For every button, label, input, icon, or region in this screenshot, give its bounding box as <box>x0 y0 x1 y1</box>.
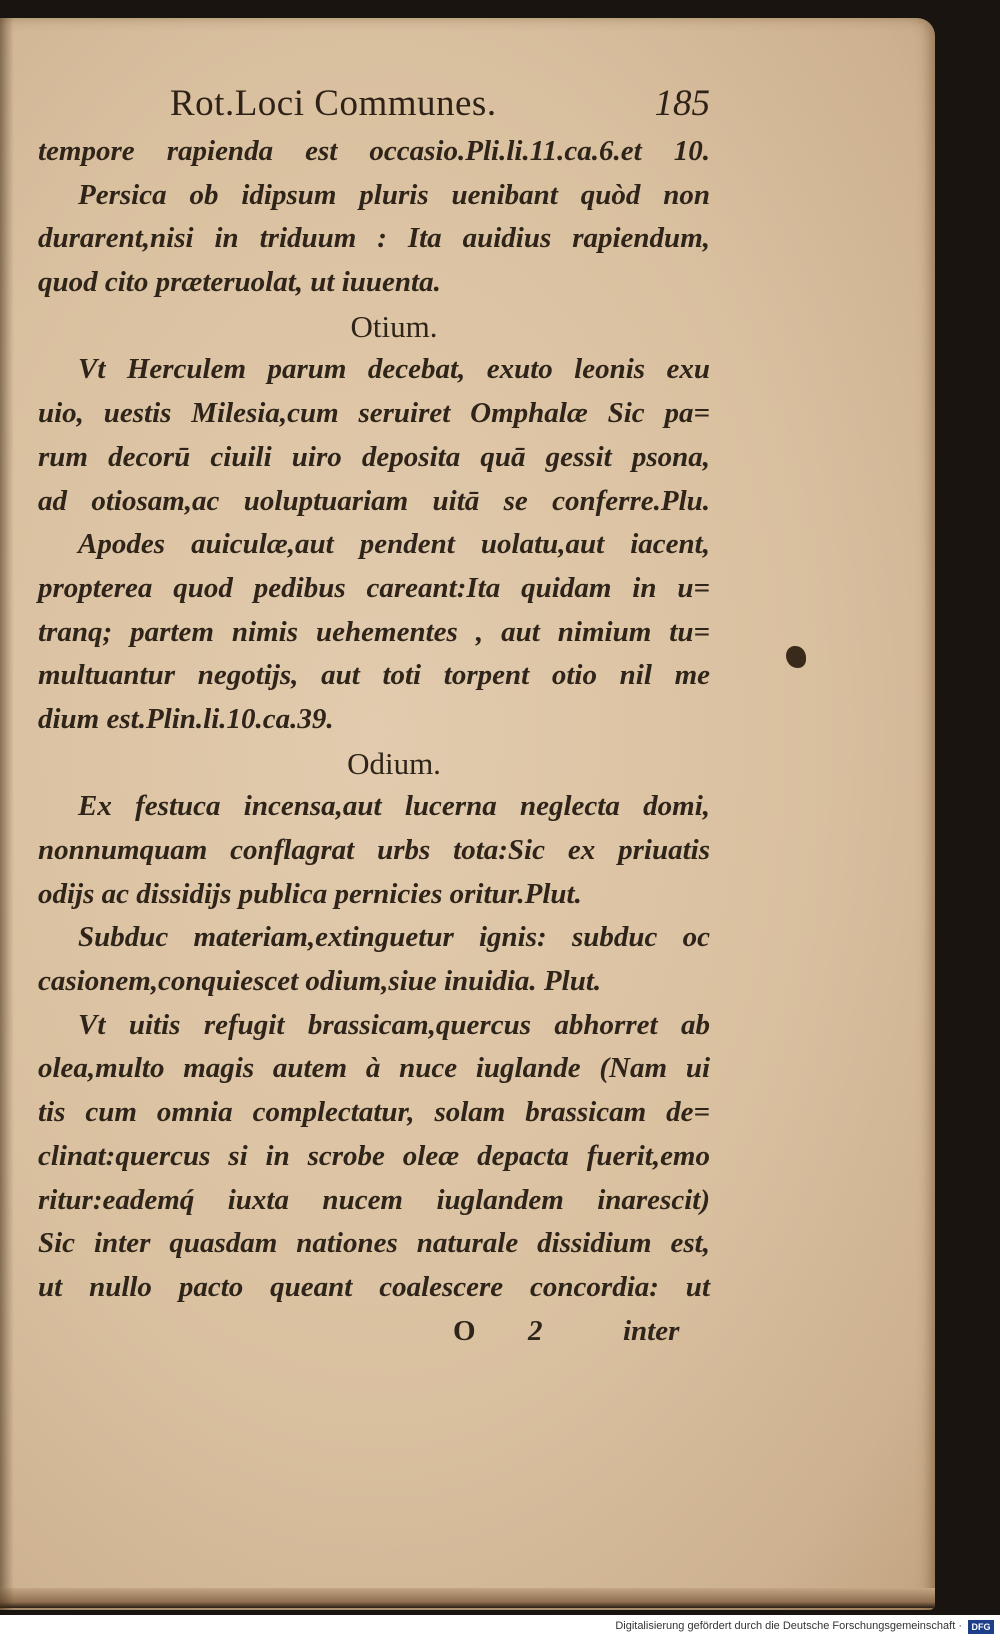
catchword: inter <box>623 1314 680 1347</box>
signature-mark: O <box>453 1314 476 1347</box>
text-line: rum decorū ciuili uiro deposita quā gessit psona, <box>38 440 710 473</box>
section-heading-otium: Otium. <box>350 308 438 344</box>
page-number: 185 <box>654 83 710 124</box>
text-line: Persica ob idipsum pluris uenibant quòd non <box>78 178 710 211</box>
text-line: clinat:quercus si in scrobe oleæ depacta fuerit,emo <box>38 1139 710 1172</box>
text-line: tranq; partem nimis uehementes , aut nimium tu= <box>38 615 710 648</box>
text-line: quod cito præteruolat, ut iuuenta. <box>38 266 441 299</box>
text-line: Vt Herculem parum decebat, exuto leonis exu <box>78 353 710 386</box>
text-line: odijs ac dissidijs publica pernicies oritur.Plut. <box>38 877 582 910</box>
text-line: nonnumquam conflagrat urbs tota:Sic ex priuatis <box>38 834 710 866</box>
text-line: ut nullo pacto queant coalescere concordia: ut <box>38 1270 710 1303</box>
text-line: tempore rapienda est occasio.Pli.li.11.ca.6.et 10. <box>38 135 710 167</box>
text-line: dium est.Plin.li.10.ca.39. <box>38 702 334 735</box>
signature-number: 2 <box>528 1314 543 1347</box>
text-line: Ex festuca incensa,aut lucerna neglecta domi, <box>78 790 710 823</box>
ink-blot <box>786 646 806 668</box>
signature-line <box>38 1310 710 1354</box>
text-line: Subduc materiam,extinguetur ignis: subduc oc <box>78 921 710 954</box>
funding-credit: Digitalisierung gefördert durch die Deutsche Forschungsgemeinschaft · <box>615 1620 962 1632</box>
digitization-footer <box>0 1615 1000 1641</box>
section-heading-odium: Odium. <box>347 745 441 781</box>
text-line: multuantur negotijs, aut toti torpent otio nil me <box>38 659 710 692</box>
text-line: olea,multo magis autem à nuce iuglande (Nam ui <box>38 1052 710 1085</box>
text-line: ad otiosam,ac uoluptuariam uitā se conferre.Plu. <box>38 484 710 517</box>
dfg-logo: DFG <box>968 1620 994 1634</box>
page-bottom-edge <box>0 1588 935 1608</box>
text-line: uio, uestis Milesia,cum seruiret Omphalæ Sic pa= <box>38 397 710 430</box>
page-header <box>170 82 710 132</box>
running-title: Rot.Loci Communes. <box>170 83 497 124</box>
text-line: Vt uitis refugit brassicam,quercus abhorret ab <box>78 1008 710 1041</box>
gutter-shadow <box>0 18 14 1610</box>
text-line: casionem,conquiescet odium,siue inuidia. Plut. <box>38 965 602 998</box>
text-line: propterea quod pedibus careant:Ita quidam in u= <box>38 571 710 604</box>
text-line: tis cum omnia complectatur, solam brassicam de= <box>38 1096 710 1129</box>
text-line: Apodes auiculæ,aut pendent uolatu,aut iacent, <box>78 528 710 561</box>
text-line: ritur:eademq́ iuxta nucem iuglandem inarescit) <box>38 1183 710 1216</box>
body-text <box>38 130 710 1353</box>
text-line: Sic inter quasdam nationes naturale dissidium est, <box>38 1227 710 1260</box>
text-line: durarent,nisi in triduum : Ita auidius rapiendum, <box>38 222 710 255</box>
